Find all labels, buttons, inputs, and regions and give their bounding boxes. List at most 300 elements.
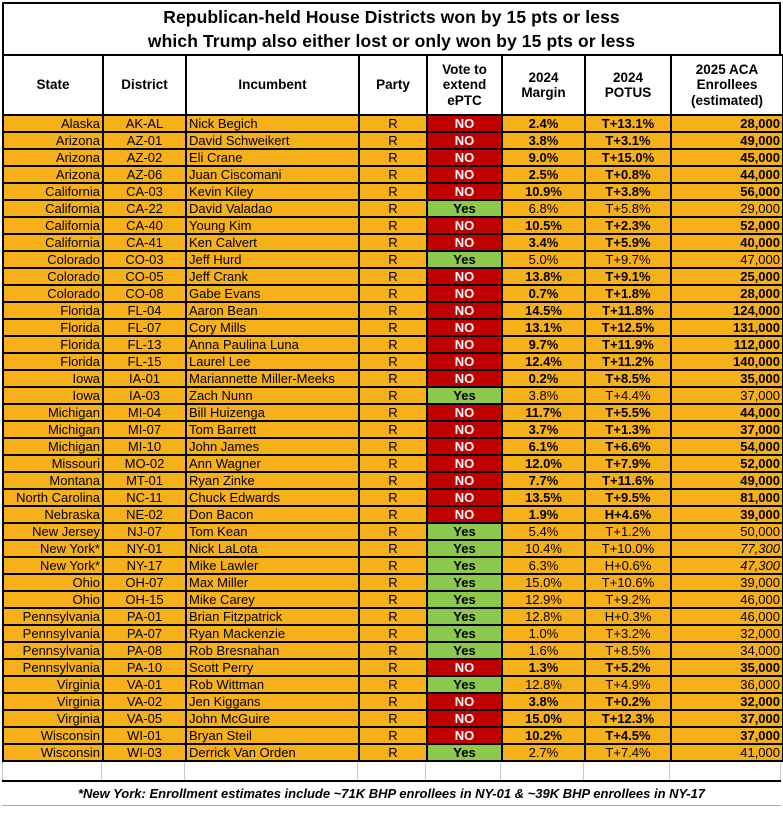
cell-party: R bbox=[359, 302, 427, 319]
cell-aca-enrollees: 32,000 bbox=[671, 625, 783, 642]
grid-line bbox=[584, 762, 670, 780]
cell-incumbent: Juan Ciscomani bbox=[186, 166, 359, 183]
cell-aca-enrollees: 46,000 bbox=[671, 591, 783, 608]
districts-table bbox=[2, 54, 783, 762]
cell-vote-eptc: Yes bbox=[427, 608, 502, 625]
cell-state: Ohio bbox=[3, 591, 103, 608]
table-row bbox=[3, 659, 783, 676]
table-row bbox=[3, 421, 783, 438]
cell-vote-eptc: NO bbox=[427, 693, 502, 710]
cell-vote-eptc: Yes bbox=[427, 744, 502, 761]
cell-state: Florida bbox=[3, 336, 103, 353]
cell-aca-enrollees: 49,000 bbox=[671, 472, 783, 489]
table-row bbox=[3, 625, 783, 642]
cell-vote-eptc: Yes bbox=[427, 557, 502, 574]
grid-line bbox=[2, 762, 102, 780]
cell-aca-enrollees: 32,000 bbox=[671, 693, 783, 710]
cell-2024-margin: 2.5% bbox=[502, 166, 585, 183]
cell-state: Missouri bbox=[3, 455, 103, 472]
cell-aca-enrollees: 56,000 bbox=[671, 183, 783, 200]
cell-district: PA-01 bbox=[103, 608, 186, 625]
cell-aca-enrollees: 41,000 bbox=[671, 744, 783, 761]
cell-aca-enrollees: 29,000 bbox=[671, 200, 783, 217]
cell-incumbent: Jeff Crank bbox=[186, 268, 359, 285]
table-row bbox=[3, 336, 783, 353]
cell-state: Virginia bbox=[3, 710, 103, 727]
cell-district: FL-07 bbox=[103, 319, 186, 336]
cell-district: MO-02 bbox=[103, 455, 186, 472]
cell-district: AK-AL bbox=[103, 115, 186, 132]
cell-party: R bbox=[359, 115, 427, 132]
cell-2024-potus: T+10.6% bbox=[585, 574, 671, 591]
cell-party: R bbox=[359, 183, 427, 200]
cell-state: Alaska bbox=[3, 115, 103, 132]
cell-2024-potus: T+7.9% bbox=[585, 455, 671, 472]
cell-district: MT-01 bbox=[103, 472, 186, 489]
table-row bbox=[3, 251, 783, 268]
table-row bbox=[3, 353, 783, 370]
cell-vote-eptc: Yes bbox=[427, 625, 502, 642]
cell-2024-potus: T+4.4% bbox=[585, 387, 671, 404]
cell-2024-potus: T+2.3% bbox=[585, 217, 671, 234]
table-row bbox=[3, 234, 783, 251]
cell-2024-margin: 3.8% bbox=[502, 132, 585, 149]
cell-2024-margin: 5.4% bbox=[502, 523, 585, 540]
cell-party: R bbox=[359, 523, 427, 540]
cell-vote-eptc: Yes bbox=[427, 591, 502, 608]
cell-vote-eptc: NO bbox=[427, 404, 502, 421]
cell-aca-enrollees: 37,000 bbox=[671, 421, 783, 438]
table-row bbox=[3, 132, 783, 149]
cell-party: R bbox=[359, 285, 427, 302]
table-row bbox=[3, 540, 783, 557]
cell-state: Colorado bbox=[3, 268, 103, 285]
cell-incumbent: John James bbox=[186, 438, 359, 455]
table-row bbox=[3, 642, 783, 659]
table-row bbox=[3, 574, 783, 591]
cell-party: R bbox=[359, 370, 427, 387]
cell-state: New Jersey bbox=[3, 523, 103, 540]
cell-2024-margin: 12.4% bbox=[502, 353, 585, 370]
cell-incumbent: Chuck Edwards bbox=[186, 489, 359, 506]
cell-aca-enrollees: 54,000 bbox=[671, 438, 783, 455]
cell-2024-margin: 1.9% bbox=[502, 506, 585, 523]
cell-2024-margin: 2.7% bbox=[502, 744, 585, 761]
cell-2024-potus: T+12.3% bbox=[585, 710, 671, 727]
cell-2024-margin: 14.5% bbox=[502, 302, 585, 319]
cell-district: OH-07 bbox=[103, 574, 186, 591]
cell-party: R bbox=[359, 353, 427, 370]
cell-2024-margin: 10.4% bbox=[502, 540, 585, 557]
cell-2024-potus: T+11.6% bbox=[585, 472, 671, 489]
grid-line bbox=[501, 762, 584, 780]
cell-party: R bbox=[359, 693, 427, 710]
cell-aca-enrollees: 44,000 bbox=[671, 166, 783, 183]
cell-2024-margin: 1.6% bbox=[502, 642, 585, 659]
cell-party: R bbox=[359, 438, 427, 455]
cell-2024-margin: 3.4% bbox=[502, 234, 585, 251]
cell-incumbent: Cory Mills bbox=[186, 319, 359, 336]
cell-2024-margin: 5.0% bbox=[502, 251, 585, 268]
cell-incumbent: Laurel Lee bbox=[186, 353, 359, 370]
title-line-1: Republican-held House Districts won by 15 pts or less bbox=[163, 7, 620, 27]
cell-district: VA-02 bbox=[103, 693, 186, 710]
cell-state: Colorado bbox=[3, 251, 103, 268]
cell-2024-potus: T+0.8% bbox=[585, 166, 671, 183]
cell-2024-margin: 6.8% bbox=[502, 200, 585, 217]
cell-incumbent: Nick LaLota bbox=[186, 540, 359, 557]
cell-state: Colorado bbox=[3, 285, 103, 302]
cell-2024-potus: T+1.8% bbox=[585, 285, 671, 302]
cell-2024-margin: 12.0% bbox=[502, 455, 585, 472]
cell-incumbent: Brian Fitzpatrick bbox=[186, 608, 359, 625]
cell-party: R bbox=[359, 319, 427, 336]
cell-state: Michigan bbox=[3, 421, 103, 438]
cell-incumbent: Zach Nunn bbox=[186, 387, 359, 404]
table-row bbox=[3, 608, 783, 625]
cell-2024-potus: T+1.2% bbox=[585, 523, 671, 540]
cell-district: FL-15 bbox=[103, 353, 186, 370]
cell-party: R bbox=[359, 574, 427, 591]
cell-2024-potus: H+4.6% bbox=[585, 506, 671, 523]
cell-party: R bbox=[359, 149, 427, 166]
cell-incumbent: Tom Kean bbox=[186, 523, 359, 540]
cell-party: R bbox=[359, 234, 427, 251]
cell-state: California bbox=[3, 200, 103, 217]
cell-vote-eptc: NO bbox=[427, 455, 502, 472]
col-header-incumbent: Incumbent bbox=[186, 55, 359, 115]
cell-state: Pennsylvania bbox=[3, 642, 103, 659]
cell-incumbent: Aaron Bean bbox=[186, 302, 359, 319]
cell-2024-margin: 1.0% bbox=[502, 625, 585, 642]
cell-vote-eptc: Yes bbox=[427, 574, 502, 591]
cell-aca-enrollees: 35,000 bbox=[671, 370, 783, 387]
cell-2024-potus: H+0.3% bbox=[585, 608, 671, 625]
cell-vote-eptc: NO bbox=[427, 285, 502, 302]
cell-district: VA-01 bbox=[103, 676, 186, 693]
cell-district: CA-40 bbox=[103, 217, 186, 234]
cell-2024-margin: 1.3% bbox=[502, 659, 585, 676]
cell-aca-enrollees: 81,000 bbox=[671, 489, 783, 506]
cell-state: Florida bbox=[3, 302, 103, 319]
cell-aca-enrollees: 112,000 bbox=[671, 336, 783, 353]
cell-2024-potus: T+6.6% bbox=[585, 438, 671, 455]
cell-state: Wisconsin bbox=[3, 744, 103, 761]
cell-2024-margin: 15.0% bbox=[502, 574, 585, 591]
cell-aca-enrollees: 28,000 bbox=[671, 115, 783, 132]
cell-2024-margin: 10.5% bbox=[502, 217, 585, 234]
cell-aca-enrollees: 37,000 bbox=[671, 727, 783, 744]
cell-party: R bbox=[359, 455, 427, 472]
cell-vote-eptc: NO bbox=[427, 353, 502, 370]
cell-party: R bbox=[359, 710, 427, 727]
table-row bbox=[3, 183, 783, 200]
cell-2024-margin: 3.8% bbox=[502, 387, 585, 404]
cell-2024-margin: 13.1% bbox=[502, 319, 585, 336]
cell-aca-enrollees: 47,300 bbox=[671, 557, 783, 574]
cell-party: R bbox=[359, 200, 427, 217]
cell-district: WI-01 bbox=[103, 727, 186, 744]
cell-incumbent: Scott Perry bbox=[186, 659, 359, 676]
cell-aca-enrollees: 44,000 bbox=[671, 404, 783, 421]
cell-incumbent: Anna Paulina Luna bbox=[186, 336, 359, 353]
empty-spacer-row bbox=[2, 762, 781, 782]
cell-party: R bbox=[359, 506, 427, 523]
table-row bbox=[3, 302, 783, 319]
cell-vote-eptc: NO bbox=[427, 710, 502, 727]
cell-vote-eptc: Yes bbox=[427, 251, 502, 268]
cell-vote-eptc: NO bbox=[427, 438, 502, 455]
grid-line bbox=[102, 762, 185, 780]
cell-2024-potus: T+1.3% bbox=[585, 421, 671, 438]
col-header-2025-aca-enrollees: 2025 ACA Enrollees (estimated) bbox=[671, 55, 783, 115]
cell-2024-potus: T+5.9% bbox=[585, 234, 671, 251]
cell-vote-eptc: NO bbox=[427, 489, 502, 506]
cell-aca-enrollees: 140,000 bbox=[671, 353, 783, 370]
table-row bbox=[3, 727, 783, 744]
cell-vote-eptc: NO bbox=[427, 217, 502, 234]
table-row bbox=[3, 591, 783, 608]
table-row bbox=[3, 319, 783, 336]
cell-district: WI-03 bbox=[103, 744, 186, 761]
cell-2024-margin: 9.0% bbox=[502, 149, 585, 166]
cell-incumbent: John McGuire bbox=[186, 710, 359, 727]
table-row bbox=[3, 744, 783, 761]
table-row bbox=[3, 149, 783, 166]
cell-2024-potus: T+11.8% bbox=[585, 302, 671, 319]
cell-2024-margin: 10.2% bbox=[502, 727, 585, 744]
cell-incumbent: Ann Wagner bbox=[186, 455, 359, 472]
cell-aca-enrollees: 39,000 bbox=[671, 574, 783, 591]
table-row bbox=[3, 438, 783, 455]
cell-2024-potus: T+8.5% bbox=[585, 370, 671, 387]
cell-party: R bbox=[359, 404, 427, 421]
cell-party: R bbox=[359, 421, 427, 438]
table-row bbox=[3, 166, 783, 183]
cell-party: R bbox=[359, 676, 427, 693]
cell-district: CO-08 bbox=[103, 285, 186, 302]
cell-2024-potus: T+15.0% bbox=[585, 149, 671, 166]
cell-2024-margin: 3.8% bbox=[502, 693, 585, 710]
cell-state: Virginia bbox=[3, 676, 103, 693]
cell-2024-margin: 0.2% bbox=[502, 370, 585, 387]
cell-2024-potus: T+9.1% bbox=[585, 268, 671, 285]
cell-aca-enrollees: 34,000 bbox=[671, 642, 783, 659]
table-row bbox=[3, 370, 783, 387]
grid-line bbox=[185, 762, 358, 780]
cell-state: Michigan bbox=[3, 404, 103, 421]
cell-district: FL-04 bbox=[103, 302, 186, 319]
cell-aca-enrollees: 28,000 bbox=[671, 285, 783, 302]
cell-incumbent: Derrick Van Orden bbox=[186, 744, 359, 761]
table-row bbox=[3, 387, 783, 404]
cell-2024-margin: 9.7% bbox=[502, 336, 585, 353]
cell-2024-potus: T+4.5% bbox=[585, 727, 671, 744]
cell-2024-potus: T+11.9% bbox=[585, 336, 671, 353]
cell-vote-eptc: NO bbox=[427, 659, 502, 676]
cell-aca-enrollees: 46,000 bbox=[671, 608, 783, 625]
cell-2024-potus: T+13.1% bbox=[585, 115, 671, 132]
cell-2024-margin: 10.9% bbox=[502, 183, 585, 200]
cell-state: Arizona bbox=[3, 149, 103, 166]
cell-2024-potus: T+5.5% bbox=[585, 404, 671, 421]
cell-incumbent: Nick Begich bbox=[186, 115, 359, 132]
cell-incumbent: Bill Huizenga bbox=[186, 404, 359, 421]
cell-district: NE-02 bbox=[103, 506, 186, 523]
cell-state: Montana bbox=[3, 472, 103, 489]
cell-party: R bbox=[359, 642, 427, 659]
cell-aca-enrollees: 37,000 bbox=[671, 387, 783, 404]
cell-party: R bbox=[359, 557, 427, 574]
table-row bbox=[3, 217, 783, 234]
cell-district: NY-01 bbox=[103, 540, 186, 557]
cell-aca-enrollees: 35,000 bbox=[671, 659, 783, 676]
cell-state: California bbox=[3, 234, 103, 251]
cell-party: R bbox=[359, 268, 427, 285]
table-row bbox=[3, 472, 783, 489]
cell-party: R bbox=[359, 744, 427, 761]
cell-aca-enrollees: 45,000 bbox=[671, 149, 783, 166]
cell-2024-margin: 6.3% bbox=[502, 557, 585, 574]
cell-party: R bbox=[359, 489, 427, 506]
cell-party: R bbox=[359, 166, 427, 183]
cell-aca-enrollees: 50,000 bbox=[671, 523, 783, 540]
cell-district: MI-07 bbox=[103, 421, 186, 438]
cell-district: PA-08 bbox=[103, 642, 186, 659]
cell-district: CA-41 bbox=[103, 234, 186, 251]
col-header-state: State bbox=[3, 55, 103, 115]
cell-aca-enrollees: 39,000 bbox=[671, 506, 783, 523]
cell-incumbent: Eli Crane bbox=[186, 149, 359, 166]
cell-state: Iowa bbox=[3, 370, 103, 387]
cell-2024-margin: 3.7% bbox=[502, 421, 585, 438]
table-row bbox=[3, 455, 783, 472]
cell-aca-enrollees: 40,000 bbox=[671, 234, 783, 251]
cell-state: Pennsylvania bbox=[3, 659, 103, 676]
cell-2024-margin: 15.0% bbox=[502, 710, 585, 727]
cell-district: NY-17 bbox=[103, 557, 186, 574]
cell-vote-eptc: NO bbox=[427, 336, 502, 353]
cell-incumbent: Mike Lawler bbox=[186, 557, 359, 574]
cell-vote-eptc: NO bbox=[427, 166, 502, 183]
cell-district: NJ-07 bbox=[103, 523, 186, 540]
cell-state: California bbox=[3, 217, 103, 234]
cell-2024-margin: 7.7% bbox=[502, 472, 585, 489]
cell-incumbent: Jen Kiggans bbox=[186, 693, 359, 710]
cell-incumbent: Rob Bresnahan bbox=[186, 642, 359, 659]
cell-aca-enrollees: 36,000 bbox=[671, 676, 783, 693]
cell-vote-eptc: NO bbox=[427, 727, 502, 744]
grid-line bbox=[426, 762, 501, 780]
col-header-2024-margin: 2024 Margin bbox=[502, 55, 585, 115]
cell-district: IA-03 bbox=[103, 387, 186, 404]
cell-vote-eptc: Yes bbox=[427, 387, 502, 404]
cell-aca-enrollees: 47,000 bbox=[671, 251, 783, 268]
table-row bbox=[3, 200, 783, 217]
cell-vote-eptc: NO bbox=[427, 472, 502, 489]
cell-2024-potus: T+5.8% bbox=[585, 200, 671, 217]
cell-2024-potus: T+0.2% bbox=[585, 693, 671, 710]
cell-district: CA-03 bbox=[103, 183, 186, 200]
cell-2024-margin: 13.5% bbox=[502, 489, 585, 506]
col-header-vote-eptc: Vote to extend ePTC bbox=[427, 55, 502, 115]
cell-2024-potus: T+10.0% bbox=[585, 540, 671, 557]
table-row bbox=[3, 506, 783, 523]
cell-2024-margin: 12.9% bbox=[502, 591, 585, 608]
cell-vote-eptc: Yes bbox=[427, 200, 502, 217]
cell-vote-eptc: Yes bbox=[427, 523, 502, 540]
cell-party: R bbox=[359, 625, 427, 642]
new-york-footnote: *New York: Enrollment estimates include ~71K BHP enrollees in NY-01 & ~39K BHP enrollees in NY-17 bbox=[2, 782, 781, 806]
cell-district: MI-04 bbox=[103, 404, 186, 421]
table-body bbox=[3, 115, 783, 761]
cell-party: R bbox=[359, 472, 427, 489]
cell-aca-enrollees: 37,000 bbox=[671, 710, 783, 727]
cell-vote-eptc: NO bbox=[427, 132, 502, 149]
cell-vote-eptc: NO bbox=[427, 234, 502, 251]
table-row bbox=[3, 557, 783, 574]
cell-state: Florida bbox=[3, 353, 103, 370]
table-row bbox=[3, 693, 783, 710]
cell-aca-enrollees: 77,300 bbox=[671, 540, 783, 557]
cell-incumbent: Mariannette Miller-Meeks bbox=[186, 370, 359, 387]
table-row bbox=[3, 489, 783, 506]
cell-party: R bbox=[359, 336, 427, 353]
table-title bbox=[2, 2, 781, 56]
cell-district: IA-01 bbox=[103, 370, 186, 387]
cell-party: R bbox=[359, 387, 427, 404]
col-header-party: Party bbox=[359, 55, 427, 115]
cell-aca-enrollees: 52,000 bbox=[671, 455, 783, 472]
cell-aca-enrollees: 52,000 bbox=[671, 217, 783, 234]
table-row bbox=[3, 285, 783, 302]
cell-aca-enrollees: 124,000 bbox=[671, 302, 783, 319]
cell-2024-potus: T+9.5% bbox=[585, 489, 671, 506]
cell-incumbent: Young Kim bbox=[186, 217, 359, 234]
cell-district: FL-13 bbox=[103, 336, 186, 353]
cell-incumbent: Tom Barrett bbox=[186, 421, 359, 438]
title-line-2: which Trump also either lost or only won by 15 pts or less bbox=[147, 31, 636, 51]
cell-2024-margin: 13.8% bbox=[502, 268, 585, 285]
cell-state: Nebraska bbox=[3, 506, 103, 523]
cell-2024-margin: 12.8% bbox=[502, 676, 585, 693]
cell-2024-potus: T+9.2% bbox=[585, 591, 671, 608]
cell-incumbent: Jeff Hurd bbox=[186, 251, 359, 268]
cell-vote-eptc: NO bbox=[427, 319, 502, 336]
cell-state: New York* bbox=[3, 557, 103, 574]
cell-district: AZ-06 bbox=[103, 166, 186, 183]
cell-state: Florida bbox=[3, 319, 103, 336]
cell-state: Michigan bbox=[3, 438, 103, 455]
cell-2024-potus: T+3.1% bbox=[585, 132, 671, 149]
cell-2024-potus: T+8.5% bbox=[585, 642, 671, 659]
table-row bbox=[3, 404, 783, 421]
cell-2024-potus: H+0.6% bbox=[585, 557, 671, 574]
cell-party: R bbox=[359, 659, 427, 676]
cell-district: AZ-02 bbox=[103, 149, 186, 166]
col-header-district: District bbox=[103, 55, 186, 115]
cell-district: CA-22 bbox=[103, 200, 186, 217]
cell-2024-potus: T+11.2% bbox=[585, 353, 671, 370]
cell-state: Pennsylvania bbox=[3, 625, 103, 642]
cell-party: R bbox=[359, 540, 427, 557]
cell-district: CO-03 bbox=[103, 251, 186, 268]
cell-district: MI-10 bbox=[103, 438, 186, 455]
cell-state: Wisconsin bbox=[3, 727, 103, 744]
cell-vote-eptc: NO bbox=[427, 302, 502, 319]
cell-incumbent: Ken Calvert bbox=[186, 234, 359, 251]
cell-party: R bbox=[359, 727, 427, 744]
